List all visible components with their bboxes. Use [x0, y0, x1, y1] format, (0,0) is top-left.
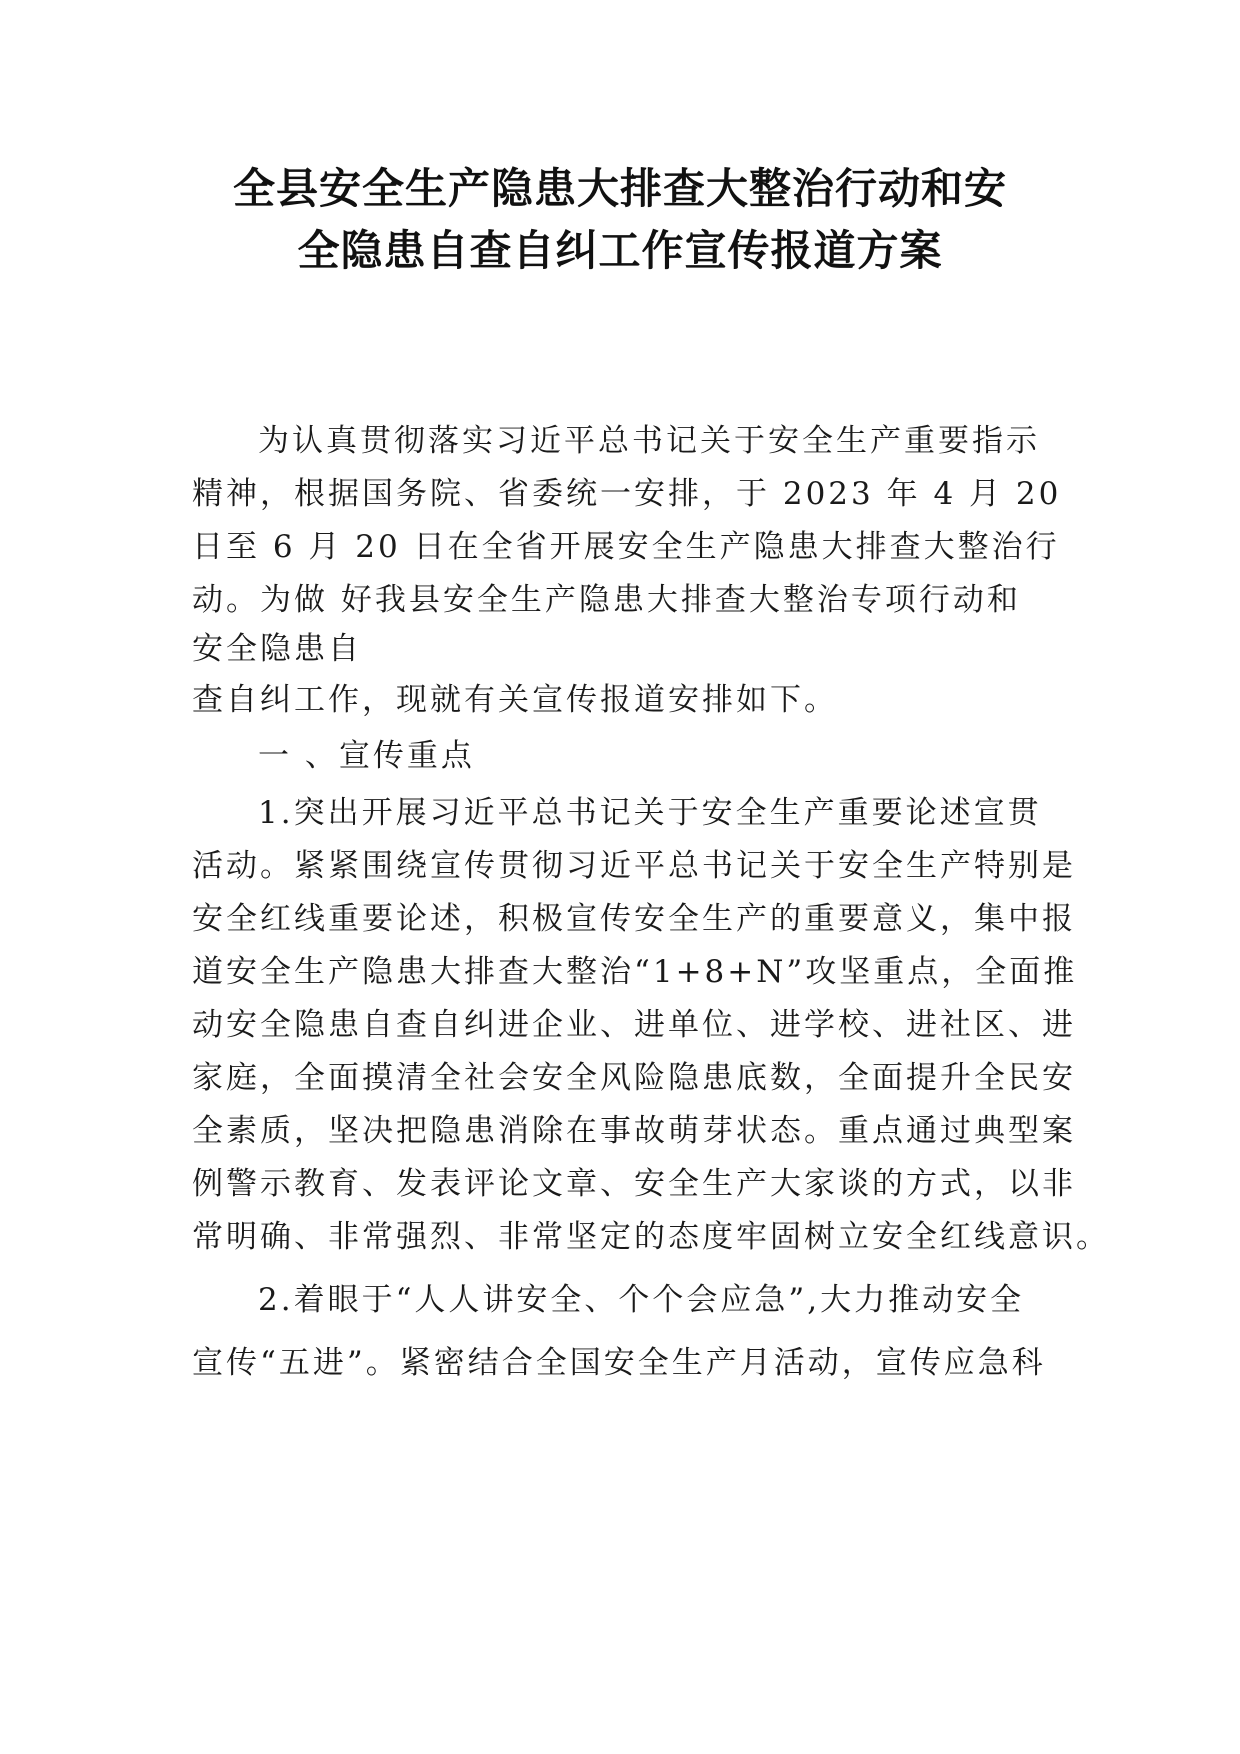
paragraph-line: 常明确、非常强烈、非常坚定的态度牢固树立安全红线意识。 — [192, 1219, 1110, 1255]
paragraph-line: 安全隐患自 — [192, 631, 362, 667]
paragraph-line: 宣传“五进”。紧密结合全国安全生产月活动，宣传应急科 — [192, 1345, 1046, 1381]
paragraph-line: 精神，根据国务院、省委统一安排，于 2023 年 4 月 20 — [192, 476, 1062, 512]
paragraph-line: 日至 6 月 20 日在全省开展安全生产隐患大排查大整治行 — [192, 529, 1060, 565]
paragraph-line: 活动。紧紧围绕宣传贯彻习近平总书记关于安全生产特别是 — [192, 848, 1076, 884]
paragraph-line: 为认真贯彻落实习近平总书记关于安全生产重要指示 — [258, 423, 1040, 459]
paragraph-line: 查自纠工作，现就有关宣传报道安排如下。 — [192, 682, 838, 718]
paragraph-line: 全素质，坚决把隐患消除在事故萌芽状态。重点通过典型案 — [192, 1113, 1076, 1149]
document-title-line-1: 全县安全生产隐患大排查大整治行动和安 — [232, 164, 1007, 213]
paragraph-line: 家庭，全面摸清全社会安全风险隐患底数，全面提升全民安 — [192, 1060, 1076, 1096]
paragraph-line: 动。为做 好我县安全生产隐患大排查大整治专项行动和 — [192, 582, 1021, 618]
paragraph-line: 动安全隐患自查自纠进企业、进单位、进学校、进社区、进 — [192, 1007, 1076, 1043]
paragraph-line: 安全红线重要论述，积极宣传安全生产的重要意义，集中报 — [192, 901, 1076, 937]
section-heading: 一 、宣传重点 — [258, 738, 475, 774]
document-title-line-2: 全隐患自查自纠工作宣传报道方案 — [297, 226, 943, 275]
paragraph-line: 例警示教育、发表评论文章、安全生产大家谈的方式，以非 — [192, 1166, 1076, 1202]
paragraph-line: 1.突出开展习近平总书记关于安全生产重要论述宣贯 — [258, 795, 1042, 831]
paragraph-line: 2.着眼于“人人讲安全、个个会应急”,大力推动安全 — [258, 1282, 1025, 1318]
paragraph-line: 道安全生产隐患大排查大整治“1+8+N”攻坚重点，全面推 — [192, 954, 1078, 990]
